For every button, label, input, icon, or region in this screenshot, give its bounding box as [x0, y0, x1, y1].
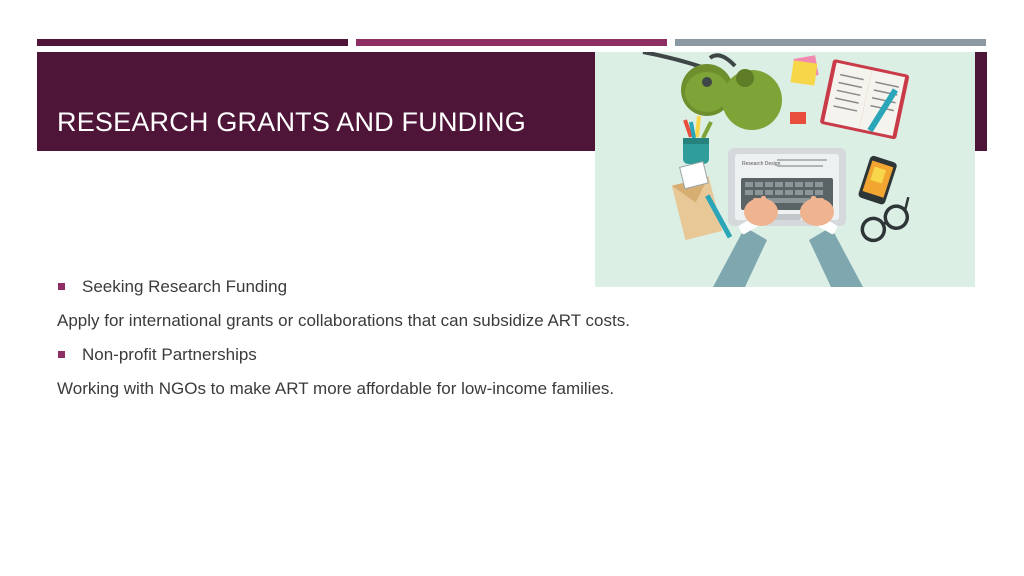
slide-body: [57, 276, 957, 400]
notebook-icon: [820, 59, 910, 140]
paragraph-text: Working with NGOs to make ART more affordable for low-income families.: [57, 379, 615, 398]
envelope-icon: [668, 160, 730, 248]
desk-lamp-icon: [643, 52, 782, 130]
laptop-screen-caption: Research Design: [742, 161, 781, 167]
bullet-item: [57, 344, 957, 366]
bullet-text: Seeking Research Funding: [82, 277, 288, 296]
square-bullet-icon: [58, 283, 65, 290]
glasses-icon: [858, 197, 919, 244]
accent-bar-middle: [356, 39, 667, 46]
square-bullet-icon: [58, 351, 65, 358]
slide-title: RESEARCH GRANTS AND FUNDING: [57, 107, 526, 137]
accent-bar-left: [37, 39, 348, 46]
smartphone-icon: [858, 155, 898, 205]
sticky-notes-icon: [790, 55, 819, 124]
accent-bar-right: [675, 39, 986, 46]
pencil-cup-icon: [683, 116, 711, 164]
research-illustration: [595, 52, 975, 287]
bullet-item: [57, 276, 957, 298]
bullet-text: Non-profit Partnerships: [82, 345, 257, 364]
paragraph-text: Apply for international grants or collaborations that can subsidize ART costs.: [57, 311, 630, 330]
